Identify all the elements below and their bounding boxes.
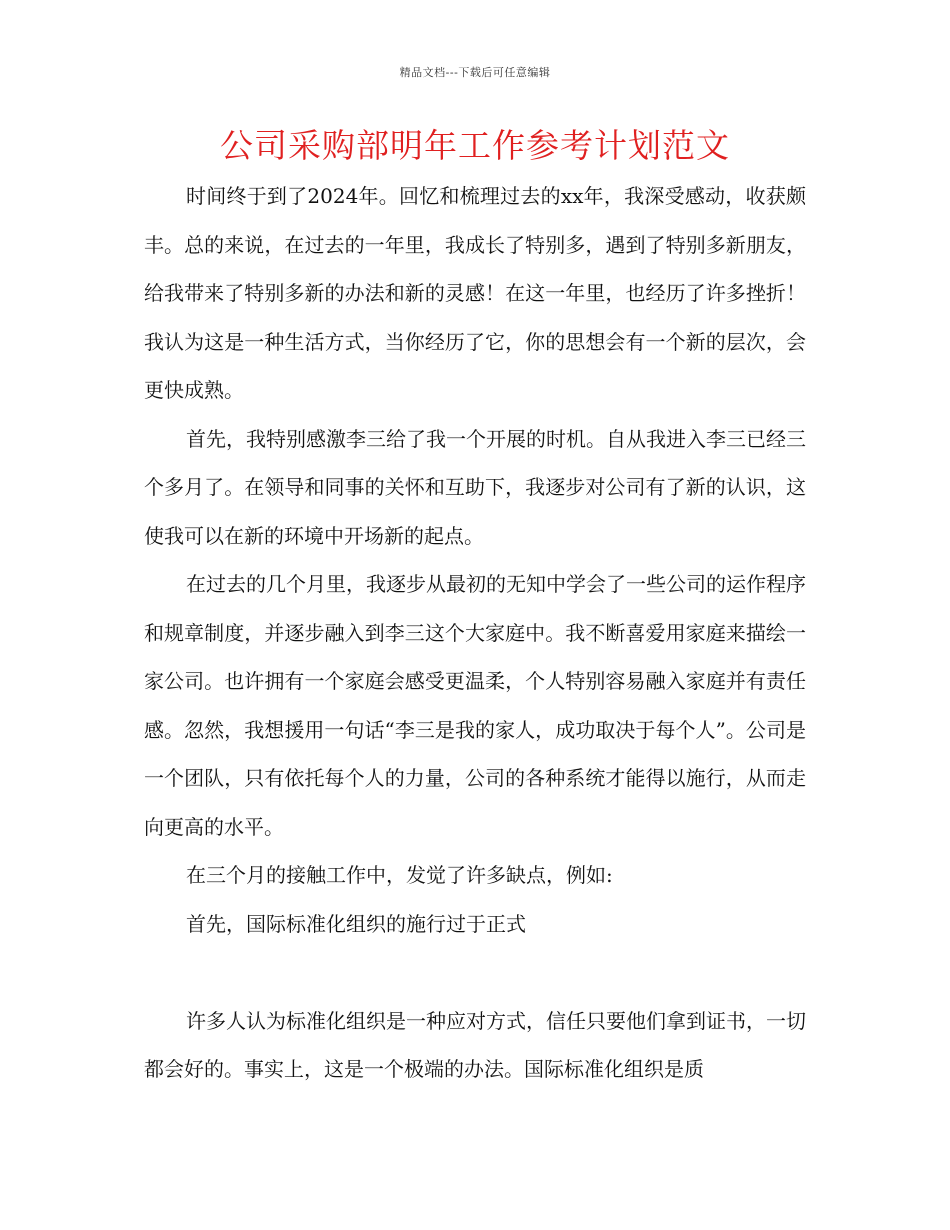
paragraph-family: 在过去的几个月里，我逐步从最初的无知中学会了一些公司的运作程序和规章制度，并逐步融入到李三这个大家庭中。我不断喜爱用家庭来描绘一家公司。也许拥有一个家庭会感受更温柔，个人特别容易融入家庭并有责任感。忽然，我想援用一句话“李三是我的家人，成功取决于每个人”。公司是一个团队，只有依托每个人的力量，公司的各种系统才能得以施行，从而走向更高的水平。 <box>144 572 806 839</box>
document-title: 公司采购部明年工作参考计划范文 <box>220 126 730 165</box>
paragraph-iso-heading: 首先，国际标准化组织的施行过于正式 <box>186 911 526 936</box>
paragraph-gratitude: 首先，我特别感激李三给了我一个开展的时机。自从我进入李三已经三个多月了。在领导和同事的关怀和互助下，我逐步对公司有了新的认识，这使我可以在新的环境中开场新的起点。 <box>144 426 806 548</box>
paragraph-iso-detail: 许多人认为标准化组织是一种应对方式，信任只要他们拿到证书，一切都会好的。事实上，这是一个极端的办法。国际标准化组织是质 <box>144 1008 806 1081</box>
paragraph-intro: 时间终于到了2024年。回忆和梳理过去的xx年，我深受感动，收获颇丰。总的来说，在过去的一年里，我成长了特别多，遇到了特别多新朋友，给我带来了特别多新的办法和新的灵感！在这一年里，也经历了许多挫折！我认为这是一种生活方式，当你经历了它，你的思想会有一个新的层次，会更快成熟。 <box>144 184 806 402</box>
document-body <box>144 172 806 1094</box>
paragraph-shortcomings: 在三个月的接触工作中，发觉了许多缺点，例如: <box>186 863 613 887</box>
header-note: 精品文档---下载后可任意编辑 <box>399 66 551 79</box>
blank-line <box>144 948 806 997</box>
